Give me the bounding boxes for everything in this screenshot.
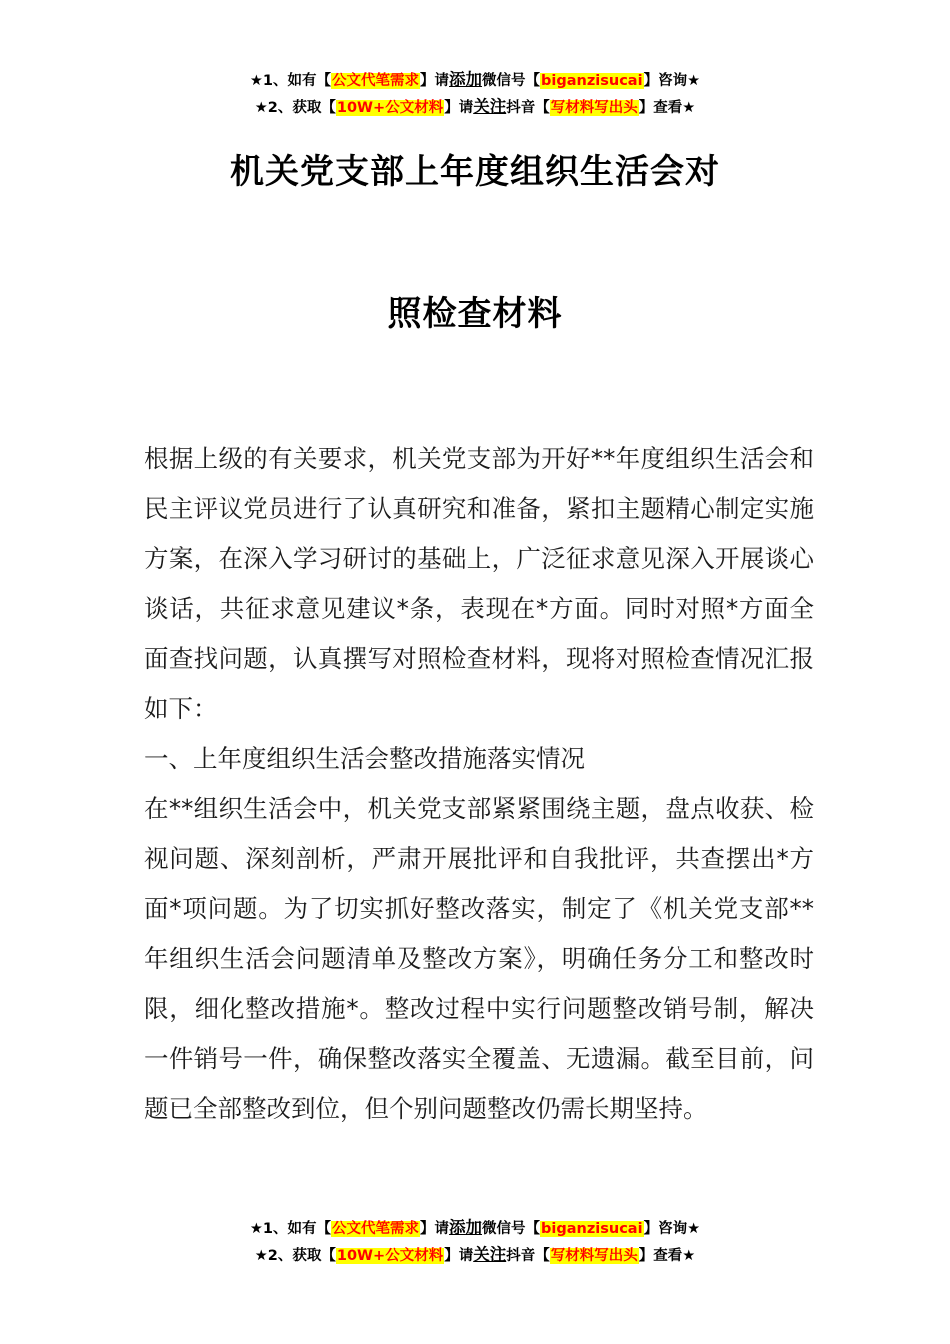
promo-line-writing-service (0, 1215, 950, 1242)
document-title-line-2: 照检查材料 (387, 294, 563, 334)
promo-text: 】查看★ (638, 100, 696, 116)
promo-footer (0, 1215, 950, 1269)
promo-text: ★1、如有【 (249, 1221, 332, 1237)
promo-highlight: 10W+公文材料 (336, 100, 444, 116)
promo-line-writing-service (0, 67, 950, 94)
promo-emphasis: 关注 (473, 1245, 507, 1264)
promo-text: ★2、获取【 (254, 100, 336, 116)
intro-paragraph: 根据上级的有关要求，机关党支部为开好**年度组织生活会和民主评议党员进行了认真研究和准备，紧扣主题精心制定实施方案，在深入学习研讨的基础上，广泛征求意见深入开展谈心谈话，共征求意见建议*条，表现在*方面。同时对照*方面全面查找问题，认真撰写对照检查材料，现将对照检查情况汇报如下： (144, 444, 814, 723)
promo-emphasis: 添加 (449, 1218, 483, 1237)
promo-text: ★1、如有【 (249, 73, 332, 89)
promo-text: ★2、获取【 (254, 1248, 336, 1264)
promo-highlight: 公文代笔需求 (332, 73, 420, 89)
promo-text: 微信号【 (482, 1221, 541, 1237)
promo-text: 】请 (420, 73, 450, 89)
promo-emphasis: 关注 (473, 97, 507, 116)
promo-highlight: 10W+公文材料 (336, 1248, 444, 1264)
promo-text: 抖音【 (506, 100, 550, 116)
promo-text: 抖音【 (506, 1248, 550, 1264)
promo-line-materials (0, 94, 950, 121)
document-body (144, 434, 814, 1134)
document-title-line-1: 机关党支部上年度组织生活会对 (230, 152, 720, 192)
promo-douyin-account: 写材料写出头 (550, 100, 638, 116)
promo-header (0, 67, 950, 121)
promo-emphasis: 添加 (449, 70, 483, 89)
promo-text: 】咨询★ (643, 1221, 701, 1237)
promo-text: 】请 (444, 100, 474, 116)
promo-text: 】请 (420, 1221, 450, 1237)
promo-text: 微信号【 (482, 73, 541, 89)
section-heading: 一、上年度组织生活会整改措施落实情况 (144, 744, 585, 773)
promo-highlight: 公文代笔需求 (332, 1221, 420, 1237)
promo-text: 】请 (444, 1248, 474, 1264)
promo-text: 】查看★ (638, 1248, 696, 1264)
promo-wechat-id: biganzisucai (541, 73, 643, 89)
promo-text: 】咨询★ (643, 73, 701, 89)
section-paragraph: 在**组织生活会中，机关党支部紧紧围绕主题，盘点收获、检视问题、深刻剖析，严肃开展批评和自我批评，共查摆出*方面*项问题。为了切实抓好整改落实，制定了《机关党支部**年组织生活会问题清单及整改方案》，明确任务分工和整改时限，细化整改措施*。整改过程中实行问题整改销号制，解决一件销号一件，确保整改落实全覆盖、无遗漏。截至目前，问题已全部整改到位，但个别问题整改仍需长期坚持。 (144, 794, 814, 1123)
promo-douyin-account: 写材料写出头 (550, 1248, 638, 1264)
promo-wechat-id: biganzisucai (541, 1221, 643, 1237)
promo-line-materials (0, 1242, 950, 1269)
